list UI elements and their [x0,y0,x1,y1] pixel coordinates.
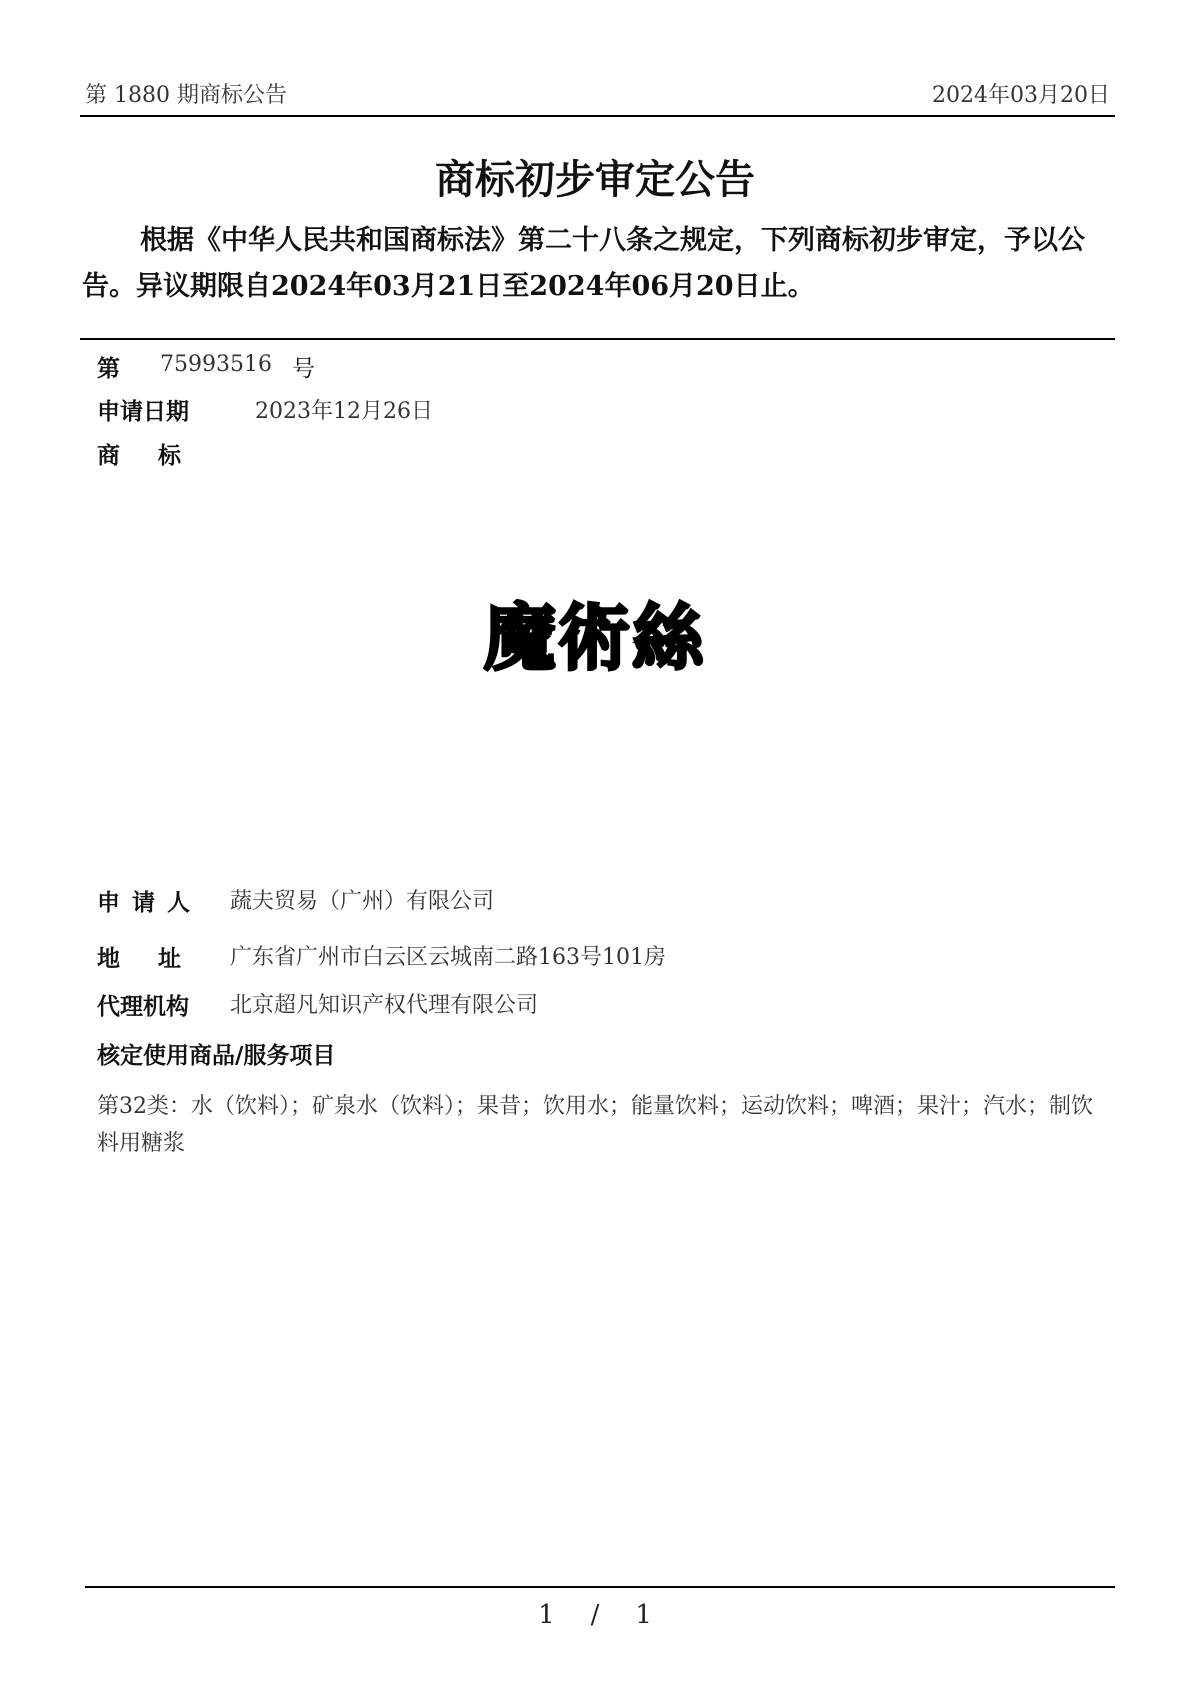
applicant-label: 申请人 [97,890,202,916]
goods-label: 核定使用商品/服务项目 [97,1043,336,1069]
registration-number-prefix: 第 [97,356,120,382]
page-separator: / [590,1600,600,1630]
footer-divider [85,1586,1115,1588]
header-issue: 第 1880 期商标公告 [85,83,287,108]
goods-list: 第32类：水（饮料）；矿泉水（饮料）；果昔；饮用水；能量饮料；运动饮料；啤酒；果汁；汽水；制饮料用糖浆 [97,1094,1093,1156]
application-date: 2023年12月26日 [255,399,433,424]
trademark-image: 魔術絲 [483,596,706,680]
agent-label: 代理机构 [97,994,189,1020]
header-date: 2024年03月20日 [932,83,1110,108]
applicant-value: 蔬夫贸易（广州）有限公司 [230,889,495,914]
agent-value: 北京超凡知识产权代理有限公司 [230,993,539,1018]
body-divider [80,338,1115,340]
page-total: 1 [635,1600,652,1630]
address-value: 广东省广州市白云区云城南二路163号101房 [230,945,666,970]
registration-number-suffix: 号 [292,356,315,382]
page-current: 1 [538,1600,555,1630]
intro-paragraph: 根据《中华人民共和国商标法》第二十八条之规定，下列商标初步审定，予以公告。异议期限自2024年03月21日至2024年06月20日止。 [82,225,1085,302]
address-label: 地址 [97,946,219,972]
registration-number: 75993516 [160,352,272,377]
page-number [0,1600,1190,1630]
trademark-label: 商标 [97,443,219,469]
application-date-label: 申请日期 [97,399,189,425]
page-title: 商标初步审定公告 [435,156,755,203]
header-divider [80,115,1115,117]
